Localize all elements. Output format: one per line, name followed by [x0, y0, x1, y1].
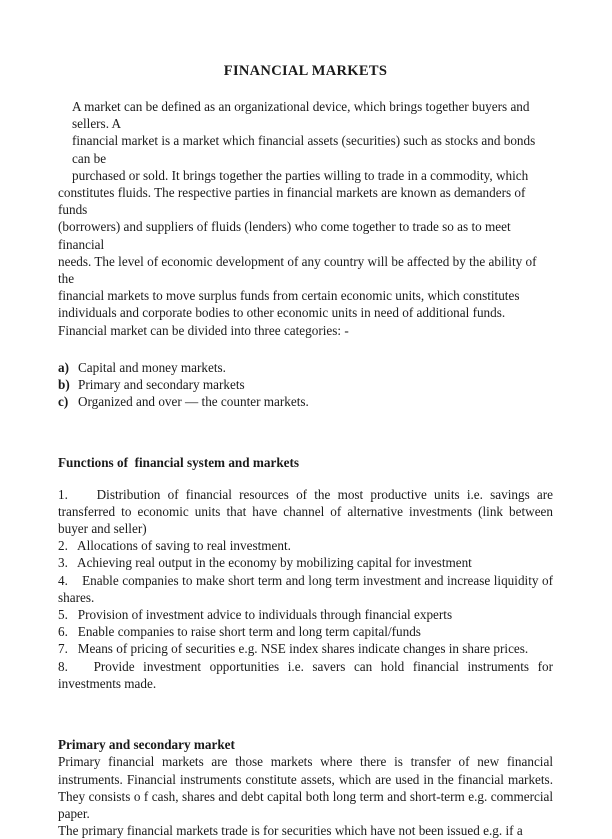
list-item: 7. Means of pricing of securities e.g. NSE index shares indicate changes in share prices. — [58, 641, 529, 657]
list-item: 5. Provision of investment advice to individuals through financial experts — [58, 607, 453, 623]
spacer — [58, 339, 553, 359]
paragraph-line: financial markets to move surplus funds from certain economic units, which constitutes — [58, 288, 520, 304]
paragraph-line: financial market is a market which financial assets (securities) such as stocks and bonds can be — [72, 133, 539, 166]
page-title: FINANCIAL MARKETS — [223, 63, 388, 79]
categories-list — [58, 359, 553, 411]
paragraph-line: (borrowers) and suppliers of fluids (lenders) who come together to trade so as to meet financial — [58, 219, 514, 252]
list-marker: b) — [58, 377, 70, 393]
paragraph-line: Financial market can be divided into three categories: - — [58, 322, 349, 338]
paragraph-line: individuals and corporate bodies to other economic units in need of additional funds. — [58, 305, 506, 321]
primary-secondary-closing-line: The primary financial markets trade is for securities which have not been issued e.g. if a — [58, 823, 523, 839]
list-item — [58, 393, 553, 410]
paragraph-line: A market can be defined as an organizational device, which brings together buyers and sellers. A — [72, 99, 533, 132]
list-item: 1. Distribution of financial resources of the most productive units i.e. savings are transferred to economic units that have channel of alternative investments (link between buyer and seller) — [58, 486, 557, 537]
list-item: 8. Provide investment opportunities i.e. savers can hold financial instruments for investments made. — [58, 658, 557, 691]
list-item-label: Capital and money markets. — [78, 359, 226, 375]
list-item — [58, 376, 553, 393]
intro-paragraph — [58, 98, 553, 339]
list-item: 4. Enable companies to make short term and long term investment and increase liquidity of shares. — [58, 572, 557, 605]
list-item-label: Primary and secondary markets — [78, 377, 245, 393]
functions-section-heading: Functions of financial system and markets — [58, 455, 300, 471]
functions-list — [58, 486, 557, 692]
spacer — [58, 410, 553, 454]
document-content — [58, 62, 557, 839]
list-item: 6. Enable companies to raise short term and long term capital/funds — [58, 624, 421, 640]
list-item: 3. Achieving real output in the economy by mobilizing capital for investment — [58, 555, 472, 571]
list-item-label: Organized and over — the counter markets. — [78, 394, 309, 410]
primary-secondary-section-heading: Primary and secondary market — [58, 737, 235, 753]
list-marker: c) — [58, 394, 69, 410]
paragraph-line: needs. The level of economic development of any country will be affected by the ability of the — [58, 253, 540, 287]
primary-secondary-body: Primary financial markets are those markets where there is transfer of new financial instruments. Financial instruments constitute assets, which are used in the financial markets. They consists o f cash, shares and debt capital both long term and short-term e.g. commercial paper. — [58, 754, 557, 821]
paragraph-line: purchased or sold. It brings together the parties willing to trade in a commodity, which — [72, 167, 529, 183]
list-item — [58, 359, 553, 376]
paragraph-line: constitutes fluids. The respective parties in financial markets are known as demanders of funds — [58, 185, 529, 218]
list-marker: a) — [58, 359, 69, 375]
spacer — [58, 692, 553, 736]
list-item: 2. Allocations of saving to real investment. — [58, 538, 291, 554]
spacer — [58, 472, 553, 486]
